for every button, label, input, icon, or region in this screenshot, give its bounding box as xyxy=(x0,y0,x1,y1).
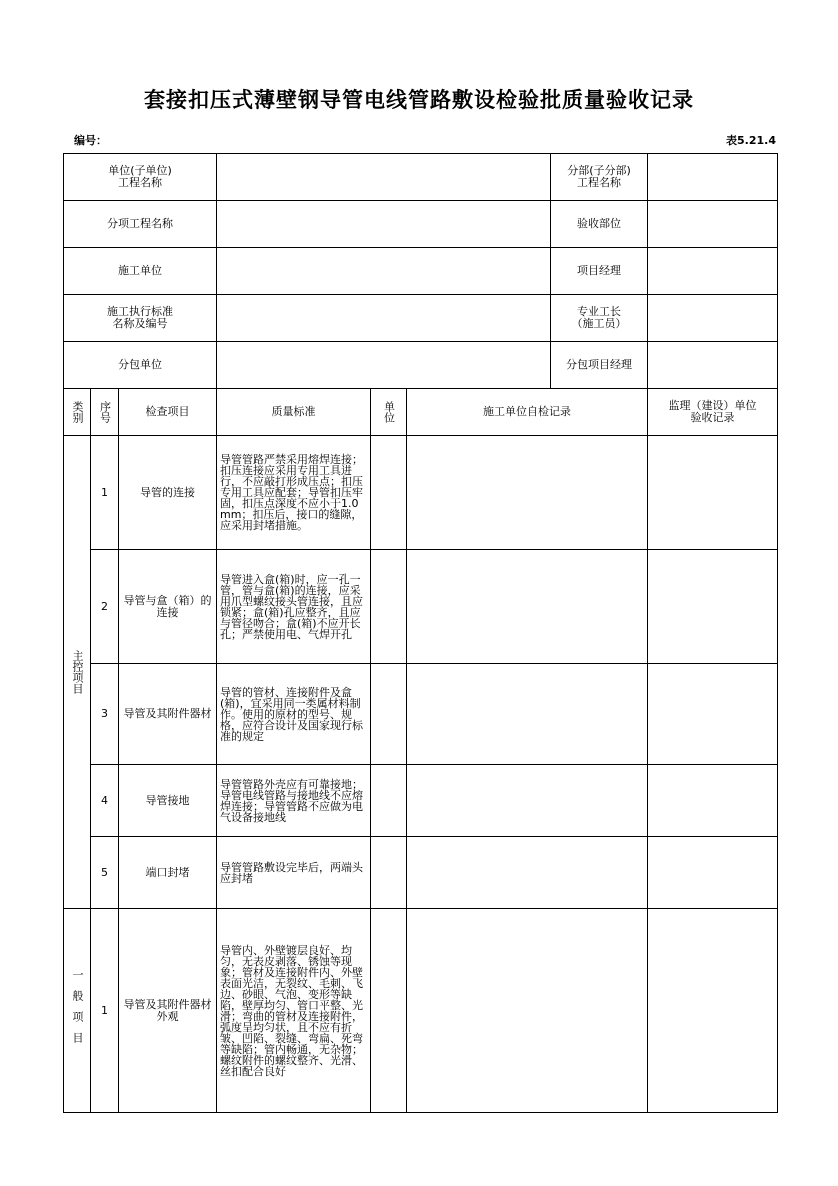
row-supervision[interactable] xyxy=(648,765,778,837)
project-manager-label: 项目经理 xyxy=(551,248,648,295)
row-supervision[interactable] xyxy=(648,664,778,765)
row-supervision[interactable] xyxy=(648,909,778,1113)
foreman-field[interactable] xyxy=(648,295,778,342)
row-unit[interactable] xyxy=(371,909,407,1113)
division-field[interactable] xyxy=(648,154,778,201)
row-self-check[interactable] xyxy=(407,550,648,664)
col-unit: 单位 xyxy=(371,389,407,436)
subcontract-manager-field[interactable] xyxy=(648,342,778,389)
row-standard: 导管的管材、连接附件及盒(箱)，宜采用同一类属材料制作。使用的原材的型号、规格，应符合设计及国家现行标准的规定 xyxy=(217,664,371,765)
row-self-check[interactable] xyxy=(407,664,648,765)
col-supervision: 监理（建设）单位 验收记录 xyxy=(648,389,778,436)
row-item: 端口封堵 xyxy=(119,837,217,909)
header-row-construction xyxy=(64,248,778,295)
table-row xyxy=(64,664,778,765)
standard-label: 施工执行标准 名称及编号 xyxy=(64,295,217,342)
foreman-label: 专业工长 （施工员） xyxy=(551,295,648,342)
row-seq: 1 xyxy=(91,909,119,1113)
subitem-field[interactable] xyxy=(217,201,551,248)
row-supervision[interactable] xyxy=(648,550,778,664)
row-item: 导管的连接 xyxy=(119,436,217,550)
construction-unit-field[interactable] xyxy=(217,248,551,295)
table-row xyxy=(64,765,778,837)
division-label: 分部(子分部) 工程名称 xyxy=(551,154,648,201)
row-supervision[interactable] xyxy=(648,837,778,909)
row-seq: 4 xyxy=(91,765,119,837)
row-unit[interactable] xyxy=(371,436,407,550)
row-seq: 3 xyxy=(91,664,119,765)
unit-project-label: 单位(子单位) 工程名称 xyxy=(64,154,217,201)
row-standard: 导管管路严禁采用熔焊连接；扣压连接应采用专用工具进行，不应敲打形成压点；扣压专用工具应配套；导管扣压牢固，扣压点深度不应小于1.0mm；扣压后，接口的缝隙，应采用封堵措施。 xyxy=(217,436,371,550)
standard-field[interactable] xyxy=(217,295,551,342)
row-supervision[interactable] xyxy=(648,436,778,550)
subcontract-unit-field[interactable] xyxy=(217,342,551,389)
row-item: 导管接地 xyxy=(119,765,217,837)
page-title: 套接扣压式薄壁钢导管电线管路敷设检验批质量验收记录 xyxy=(144,88,694,112)
row-standard: 导管内、外壁镀层良好、均匀，无表皮剥落、锈蚀等现象；管材及连接附件内、外壁表面光洁，无裂纹、毛刺、飞边、砂眼、气泡、变形等缺陷，壁厚均匀、管口平整、光滑；弯曲的管材及连接附件，弧度呈均匀状，且不应有折皱、凹陷、裂缝、弯扁、死弯等缺陷；管内畅通，无杂物；螺纹附件的螺纹整齐、光滑、丝扣配合良好 xyxy=(217,909,371,1113)
table-number: 表5.21.4 xyxy=(726,134,776,147)
unit-project-field[interactable] xyxy=(217,154,551,201)
row-unit[interactable] xyxy=(371,550,407,664)
table-row xyxy=(64,436,778,550)
row-seq: 1 xyxy=(91,436,119,550)
table-row xyxy=(64,550,778,664)
subitem-label: 分项工程名称 xyxy=(64,201,217,248)
col-category: 类别 xyxy=(64,389,91,436)
category-main-control: 主控项目 xyxy=(64,436,91,909)
row-item: 导管及其附件器材外观 xyxy=(119,909,217,1113)
row-unit[interactable] xyxy=(371,765,407,837)
serial-number-label: 编号： xyxy=(74,134,107,147)
col-self-check: 施工单位自检记录 xyxy=(407,389,648,436)
row-standard: 导管管路敷设完毕后，两端头应封堵 xyxy=(217,837,371,909)
header-row-subitem xyxy=(64,201,778,248)
row-standard: 导管管路外壳应有可靠接地；导管电线管路与接地线不应熔焊连接；导管管路不应做为电气设备接地线 xyxy=(217,765,371,837)
row-self-check[interactable] xyxy=(407,765,648,837)
subcontract-manager-label: 分包项目经理 xyxy=(551,342,648,389)
row-unit[interactable] xyxy=(371,837,407,909)
acceptance-part-field[interactable] xyxy=(648,201,778,248)
header-row-subcontract xyxy=(64,342,778,389)
acceptance-part-label: 验收部位 xyxy=(551,201,648,248)
header-row-project xyxy=(64,154,778,201)
table-row xyxy=(64,837,778,909)
row-item: 导管及其附件器材 xyxy=(119,664,217,765)
row-seq: 2 xyxy=(91,550,119,664)
col-seq: 序号 xyxy=(91,389,119,436)
row-item: 导管与盒（箱）的连接 xyxy=(119,550,217,664)
row-standard: 导管进入盒(箱)时，应一孔一管，管与盒(箱)的连接，应采用爪型螺纹接头管连接，且应锁紧；盒(箱)孔应整齐，且应与管径吻合；盒(箱)不应开长孔；严禁使用电、气焊开孔 xyxy=(217,550,371,664)
subcontract-unit-label: 分包单位 xyxy=(64,342,217,389)
project-manager-field[interactable] xyxy=(648,248,778,295)
row-self-check[interactable] xyxy=(407,837,648,909)
row-unit[interactable] xyxy=(371,664,407,765)
col-standard: 质量标准 xyxy=(217,389,371,436)
row-seq: 5 xyxy=(91,837,119,909)
inspection-record-table xyxy=(63,153,778,1113)
construction-unit-label: 施工单位 xyxy=(64,248,217,295)
row-self-check[interactable] xyxy=(407,436,648,550)
table-row xyxy=(64,909,778,1113)
col-item: 检查项目 xyxy=(119,389,217,436)
header-row-standard xyxy=(64,295,778,342)
row-self-check[interactable] xyxy=(407,909,648,1113)
category-general: 一般项目 xyxy=(64,909,91,1113)
column-header-row xyxy=(64,389,778,436)
